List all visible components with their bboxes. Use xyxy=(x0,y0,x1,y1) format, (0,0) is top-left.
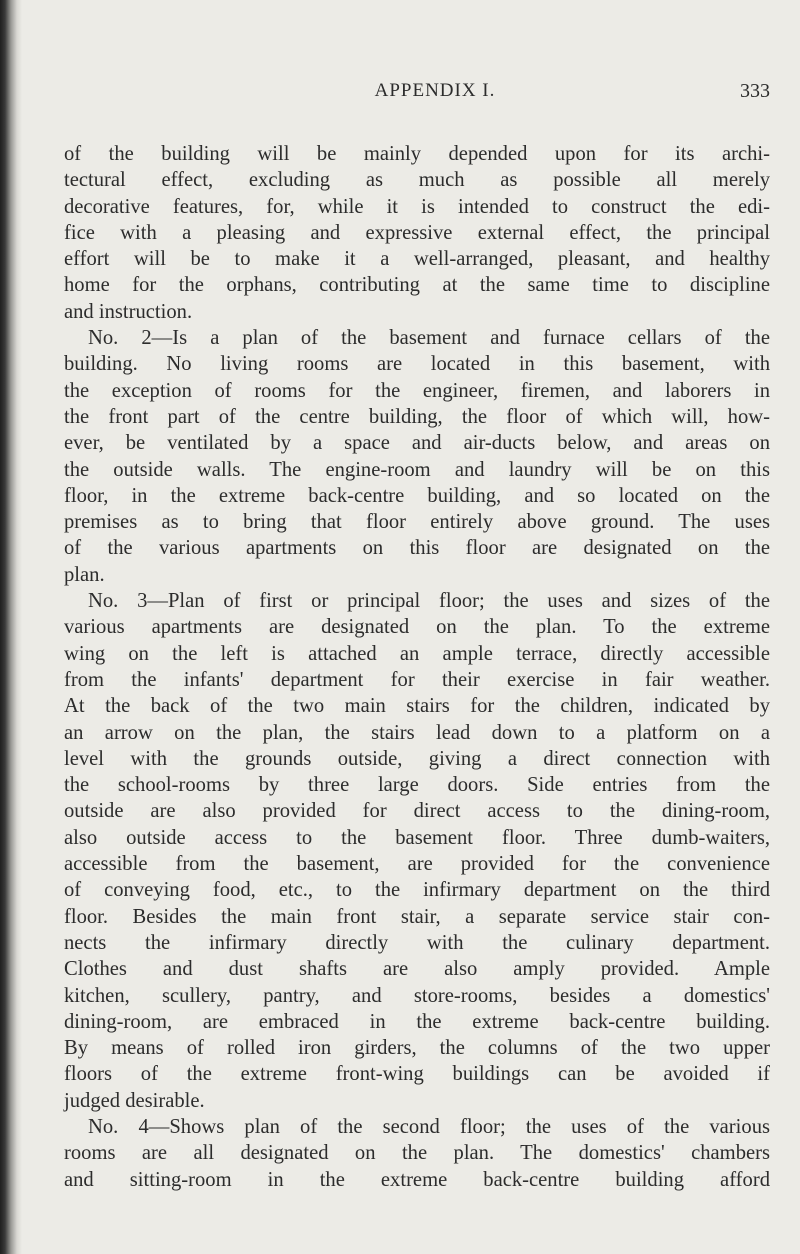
text-line: outside are also provided for direct access to the dining-room, xyxy=(64,800,770,823)
text-line: of the various apartments on this floor are designated on the xyxy=(64,537,770,560)
text-line: the school-rooms by three large doors. Side entries from the xyxy=(64,774,770,797)
text-line: floor. Besides the main front stair, a separate service stair con- xyxy=(64,905,770,928)
text-line: and sitting-room in the extreme back-centre building afford xyxy=(64,1168,770,1191)
running-title: APPENDIX I. xyxy=(374,80,496,101)
text-line: fice with a pleasing and expressive external effect, the principal xyxy=(64,221,770,244)
text-line: premises as to bring that floor entirely above ground. The uses xyxy=(64,511,770,534)
paragraph-no-4-start: No. 4—Shows plan of the second floor; the uses of the various xyxy=(88,1115,770,1138)
text-line: rooms are all designated on the plan. The domestics' chambers xyxy=(64,1142,770,1165)
page-number: 333 xyxy=(740,80,770,102)
text-line: the exception of rooms for the engineer, firemen, and laborers in xyxy=(64,379,770,402)
text-line: judged desirable. xyxy=(64,1089,205,1112)
paragraph-no-3-start: No. 3—Plan of first or principal floor; the uses and sizes of the xyxy=(88,590,770,613)
text-line: wing on the left is attached an ample terrace, directly accessible xyxy=(64,642,770,665)
text-line: kitchen, scullery, pantry, and store-rooms, besides a domestics' xyxy=(64,984,770,1007)
text-line: an arrow on the plan, the stairs lead down to a platform on a xyxy=(64,721,770,744)
text-line: of conveying food, etc., to the infirmary department on the third xyxy=(64,879,770,902)
text-line: accessible from the basement, are provided for the convenience xyxy=(64,853,770,876)
text-line: various apartments are designated on the plan. To the extreme xyxy=(64,616,770,639)
text-line: By means of rolled iron girders, the columns of the two upper xyxy=(64,1037,770,1060)
text-line: nects the infirmary directly with the culinary department. xyxy=(64,931,770,954)
text-line: the front part of the centre building, the floor of which will, how- xyxy=(64,405,770,428)
page-binding-edge xyxy=(0,0,22,1254)
running-header xyxy=(60,80,770,110)
text-line: Clothes and dust shafts are also amply provided. Ample xyxy=(64,958,770,981)
text-line: home for the orphans, contributing at the same time to discipline xyxy=(64,274,770,297)
paragraph-no-2-start: No. 2—Is a plan of the basement and furnace cellars of the xyxy=(88,327,770,350)
text-line: ever, be ventilated by a space and air-ducts below, and areas on xyxy=(64,432,770,455)
text-line: level with the grounds outside, giving a direct connection with xyxy=(64,747,770,770)
text-line: floor, in the extreme back-centre building, and so located on the xyxy=(64,484,770,507)
text-line: tectural effect, excluding as much as possible all merely xyxy=(64,169,770,192)
text-line: effort will be to make it a well-arranged, pleasant, and healthy xyxy=(64,248,770,271)
text-line: of the building will be mainly depended upon for its archi- xyxy=(64,143,770,165)
text-line: At the back of the two main stairs for the children, indicated by xyxy=(64,695,770,718)
text-line: building. No living rooms are located in this basement, with xyxy=(64,353,770,376)
body-text xyxy=(64,141,770,1193)
text-line: dining-room, are embraced in the extreme back-centre building. xyxy=(64,1010,770,1033)
text-line: the outside walls. The engine-room and laundry will be on this xyxy=(64,458,770,481)
text-line: and instruction. xyxy=(64,300,193,323)
text-line: plan. xyxy=(64,563,105,586)
text-line: floors of the extreme front-wing buildings can be avoided if xyxy=(64,1063,770,1086)
text-line: decorative features, for, while it is intended to construct the edi- xyxy=(64,195,770,218)
text-line: also outside access to the basement floor. Three dumb-waiters, xyxy=(64,826,770,849)
text-line: from the infants' department for their exercise in fair weather. xyxy=(64,668,770,691)
